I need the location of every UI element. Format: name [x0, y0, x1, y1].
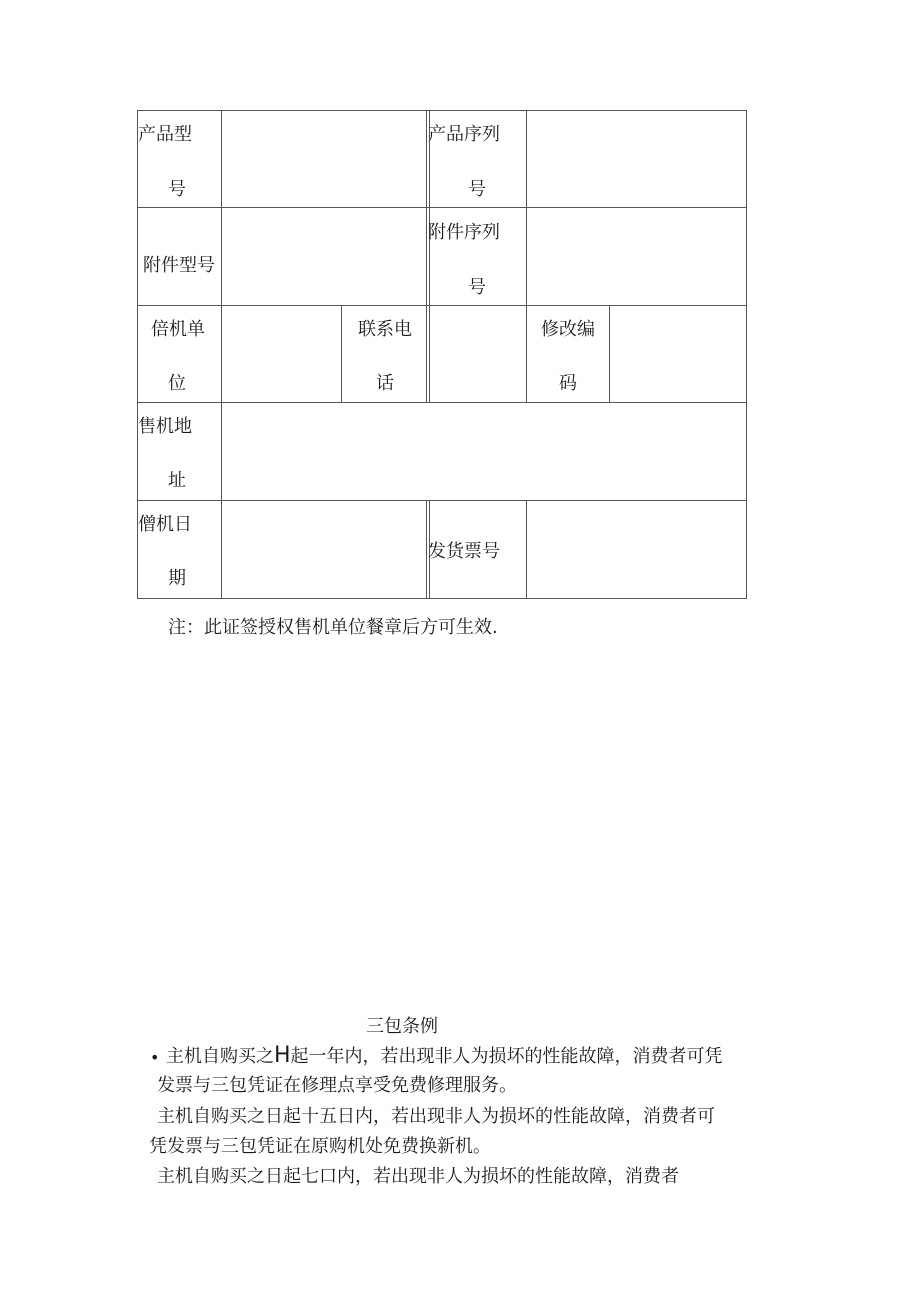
seller-unit-label-cont: 位 — [168, 373, 186, 394]
seller-address-label-cont: 址 — [168, 470, 186, 491]
warranty-form-table — [137, 110, 747, 599]
clause-3-line-1: 主机自购买之日起七口内，若出现非人为损坏的性能故障，消费者 — [157, 1166, 679, 1187]
table-rule — [526, 110, 527, 402]
sale-date-label-cont: 期 — [168, 568, 186, 589]
product-serial-label: 产品序列 — [428, 124, 500, 145]
accessory-model-label: 附件型号 — [143, 255, 215, 276]
clause-2-line-1: 主机自购买之日起十五日内，若出现非人为损坏的性能故障，消费者可 — [157, 1106, 715, 1127]
clause-1-h: H — [274, 1043, 291, 1068]
table-rule — [526, 500, 527, 598]
product-model-label-cont: 号 — [168, 179, 186, 200]
table-rule — [426, 110, 427, 305]
modify-code-label-cont: 码 — [559, 373, 577, 394]
table-rule — [426, 305, 427, 402]
clauses-title: 三包条例 — [366, 1016, 438, 1037]
clause-2-line-2: 凭发票与三包凭证在原购机处免费换新机。 — [149, 1136, 491, 1157]
table-rule — [137, 110, 747, 111]
sale-date-label: 僧机日 — [138, 514, 192, 535]
table-rule — [137, 500, 747, 501]
clause-1-prefix: 主机自购买之 — [166, 1046, 274, 1067]
table-rule — [429, 305, 430, 402]
accessory-serial-label-cont: 号 — [468, 277, 486, 298]
table-rule — [221, 110, 222, 599]
contact-phone-label: 联系电 — [358, 319, 412, 340]
accessory-serial-label: 附件序列 — [428, 222, 500, 243]
seller-unit-label: 倍机单 — [151, 319, 205, 340]
seller-address-label: 售机地 — [138, 416, 192, 437]
invoice-number-label: 发货票号 — [428, 541, 500, 562]
table-rule — [426, 500, 427, 598]
contact-phone-label-cont: 话 — [376, 373, 394, 394]
table-rule — [137, 598, 747, 599]
clause-1-line-1 — [166, 1044, 723, 1069]
product-model-label: 产品型 — [138, 124, 192, 145]
modify-code-label: 修改编 — [541, 319, 595, 340]
bullet-marker: • — [150, 1048, 160, 1067]
table-rule — [137, 305, 747, 306]
table-rule — [341, 305, 342, 402]
clause-1-line-2: 发票与三包凭证在修理点享受免费修理服务。 — [157, 1075, 517, 1096]
clause-1-suffix: 起一年内，若出现非人为损坏的性能故障，消费者可凭 — [290, 1046, 723, 1067]
validity-note: 注：此证签授权售机单位餐章后方可生效. — [168, 617, 498, 638]
product-serial-label-cont: 号 — [468, 179, 486, 200]
table-rule — [137, 402, 747, 403]
table-rule — [137, 207, 747, 208]
table-rule — [746, 110, 747, 599]
table-rule — [609, 305, 610, 402]
